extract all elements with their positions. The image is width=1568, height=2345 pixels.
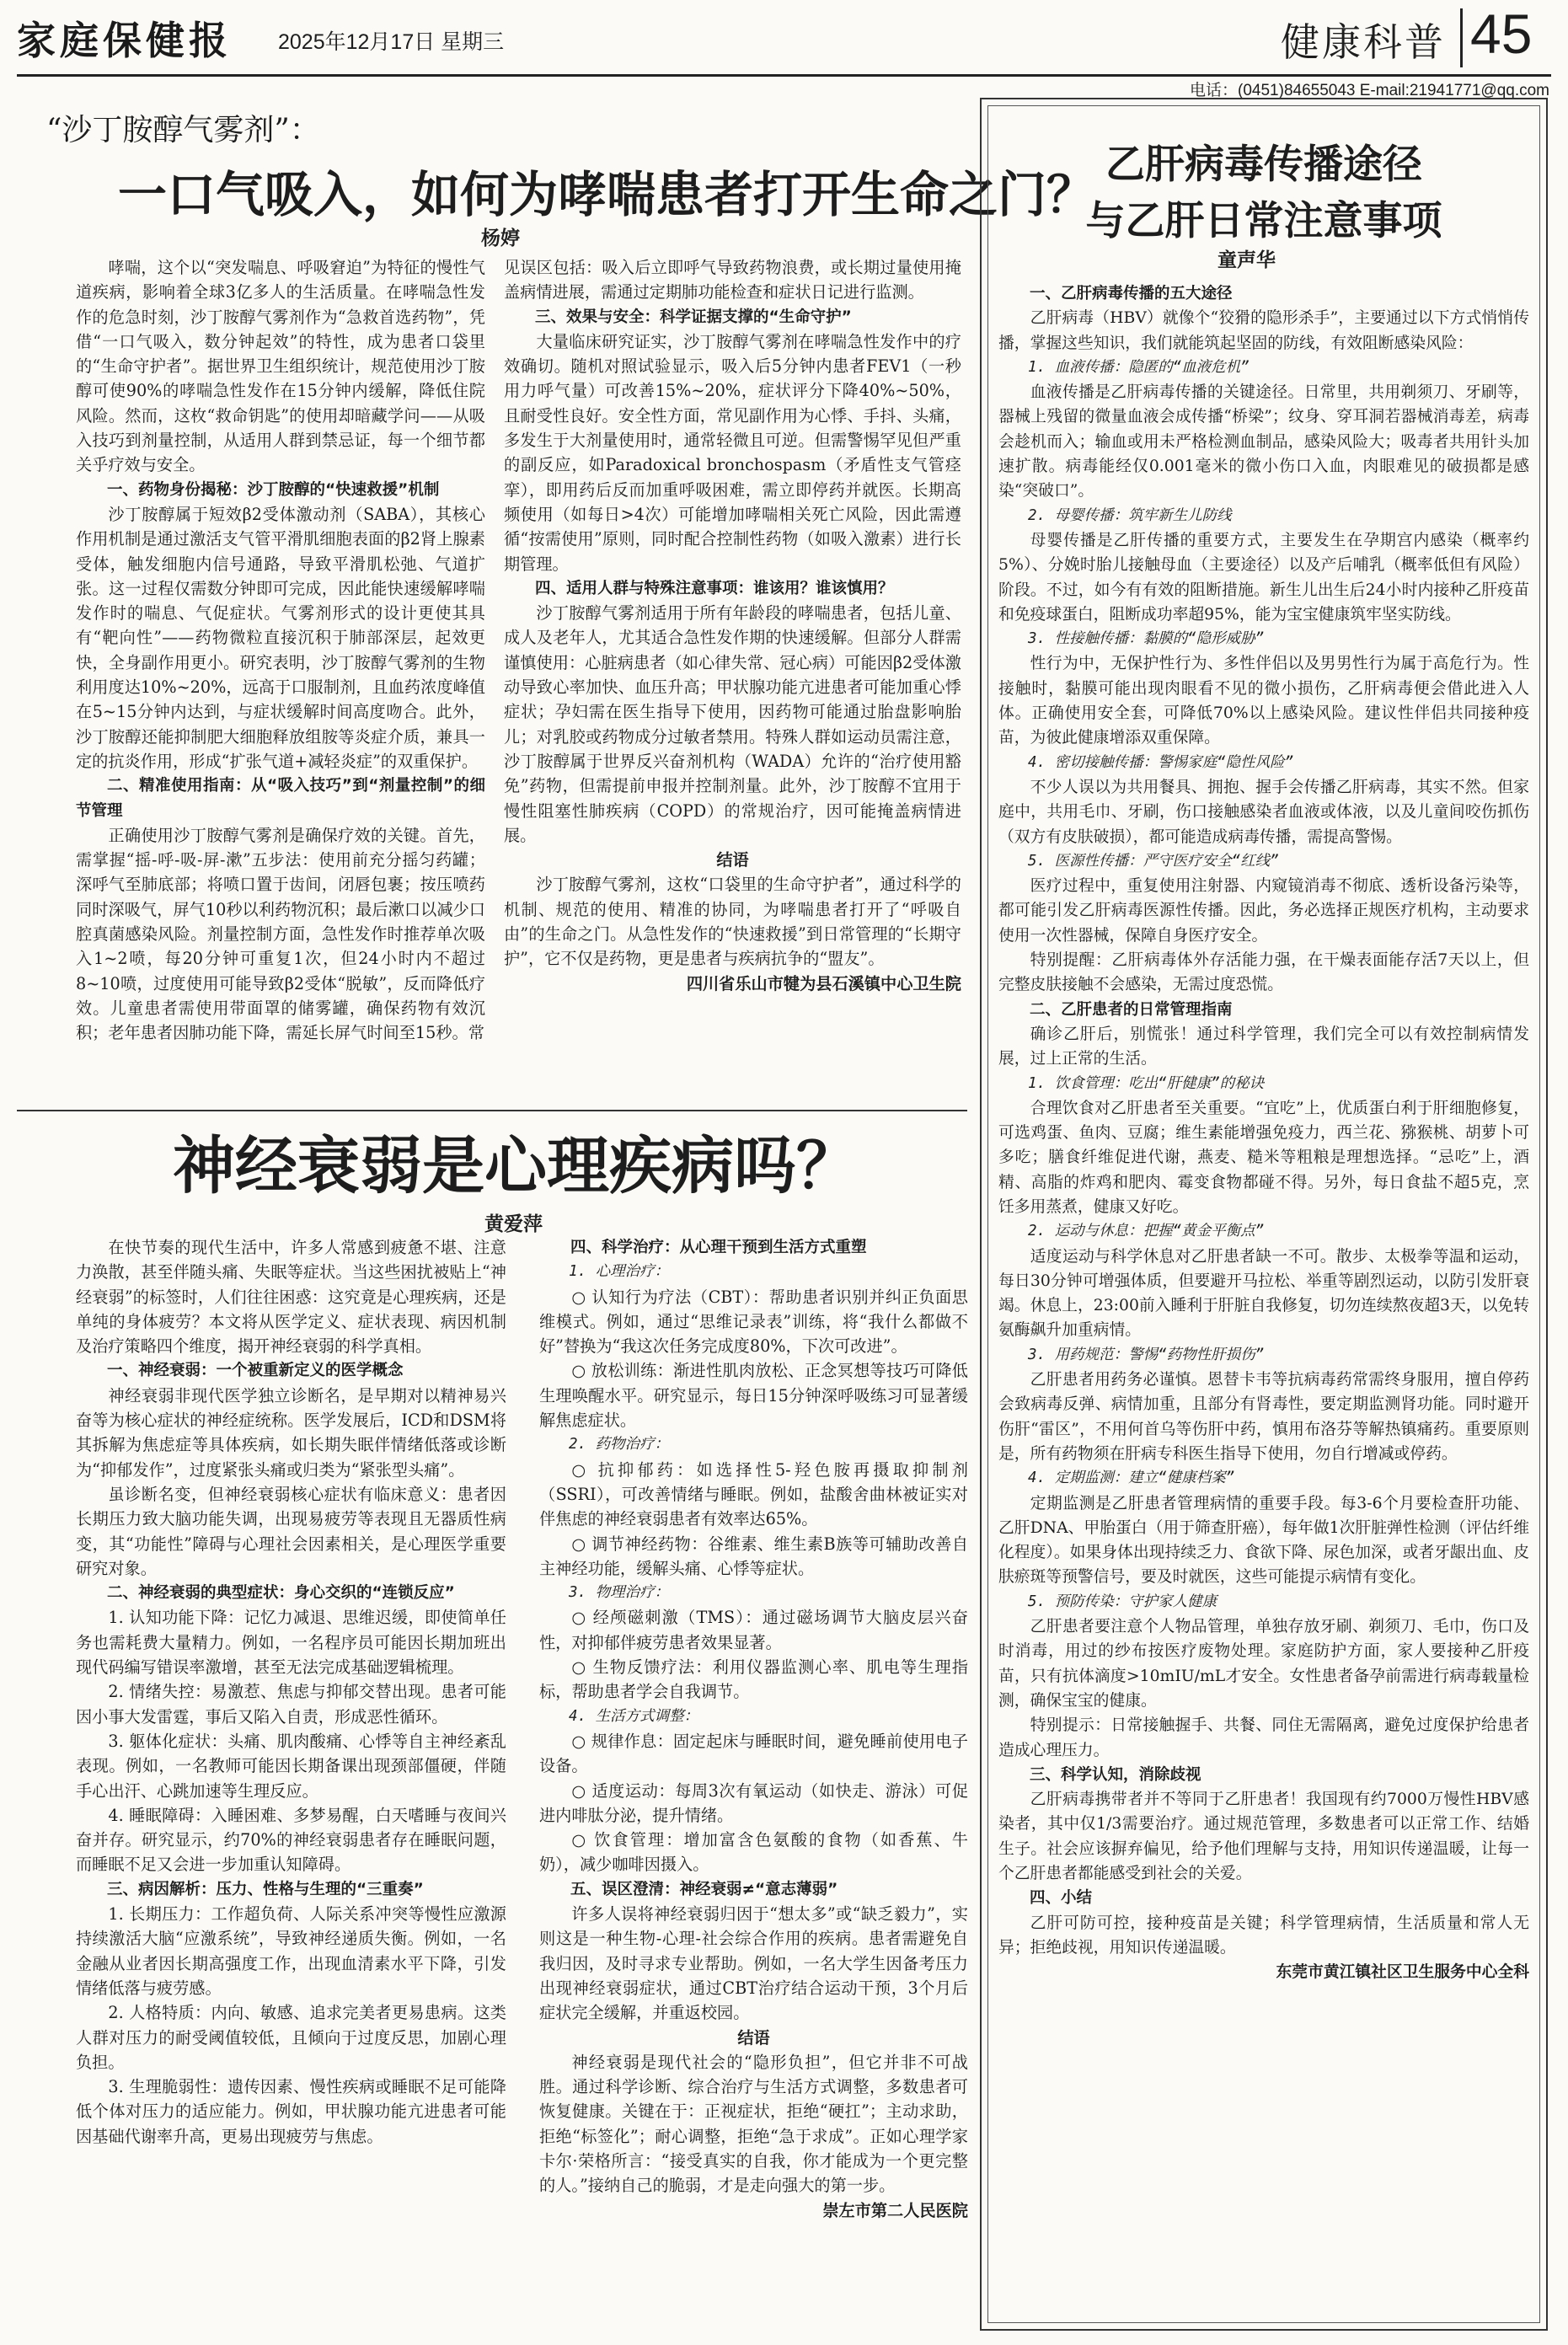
paragraph: 沙丁胺醇属于短效β2受体激动剂（SABA），其核心作用机制是通过激活支气管平滑肌细胞表面的β2肾上腺素受体，触发细胞内信号通路，导致平滑肌松弛、气道扩张。这一过程仅需数分钟即可完成，因此能快速缓解哮喘发作时的喘息、气促症状。气雾剂形式的设计更使其具有“靶向性”——药物微粒直接沉积于肺部深层，起效更快，全身副作用更小。研究表明，沙丁胺醇气雾剂的生物利用度达10%~20%，远高于口服制剂，且血药浓度峰值在5~15分钟内达到，与症状缓解时间高度吻合。此外，沙丁胺醇还能抑制肥大细胞释放组胺等炎症介质，兼具一定的抗炎作用，形成“扩张气道+减轻炎症”的双重保护。 bbox=[76, 504, 485, 771]
article1-author: 杨婷 bbox=[481, 228, 520, 249]
article3-body bbox=[998, 281, 1529, 2314]
section-heading: 二、神经衰弱的典型症状：身心交织的“连锁反应” bbox=[107, 1584, 455, 1603]
paragraph: 定期监测是乙肝患者管理病情的重要手段。每3-6个月要检查肝功能、乙肝DNA、甲胎蛋白（用于筛查肝癌），每年做1次肝脏弹性检测（评估纤维化程度）。如果身体出现持续乏力、食欲下降、尿色加深，或者牙龈出血、皮肤瘀斑等预警信号，要及时就医，这些可能提示病情有变化。 bbox=[998, 1494, 1529, 1587]
paragraph: ○ 经颅磁刺激（TMS）：通过磁场调节大脑皮层兴奋性，对抑郁伴疲劳患者效果显著。 bbox=[539, 1608, 968, 1652]
paragraph: 许多人误将神经衰弱归因于“想太多”或“缺乏毅力”，实则这是一种生物-心理-社会综合作用的疾病。患者需避免自我归因，及时寻求专业帮助。例如，一名大学生因备考压力出现神经衰弱症状，通过CBT治疗结合运动干预，3个月后症状完全缓解，并重返校园。 bbox=[539, 1904, 968, 2023]
paragraph: 3. 躯体化症状：头痛、肌肉酸痛、心悸等自主神经紊乱表现。例如，一名教师可能因长期备课出现颈部僵硬，伴随手心出汗、心跳加速等生理反应。 bbox=[76, 1731, 506, 1801]
section-heading: 五、误区澄清：神经衰弱≠“意志薄弱” bbox=[570, 1880, 838, 1898]
source-line: 崇左市第二人民医院 bbox=[822, 2200, 968, 2220]
paragraph: 合理饮食对乙肝患者至关重要。“宜吃”上，优质蛋白利于肝细胞修复，可选鸡蛋、鱼肉、豆腐；维生素能增强免疫力，西兰花、猕猴桃、胡萝卜可多吃；膳食纤维促进代谢，燕麦、糙米等粗粮是理想选择。“忌吃”上，酒精、高脂的炸鸡和肥肉、霉变食物都碰不得。另外，每日食盐不超5克，烹饪多用蒸煮，健康又好吃。 bbox=[998, 1099, 1529, 1216]
section-heading: 一、神经衰弱：一个被重新定义的医学概念 bbox=[107, 1362, 404, 1380]
article1-column-2 bbox=[504, 255, 961, 1098]
section-heading: 二、精准使用指南：从“吸入技巧”到“剂量控制”的细节管理 bbox=[76, 777, 485, 820]
subheading: 3. 物理治疗： bbox=[569, 1584, 670, 1602]
paragraph: 大量临床研究证实，沙丁胺醇气雾剂在哮喘急性发作中的疗效确切。随机对照试验显示，吸入后5分钟内患者FEV1（一秒用力呼气量）可改善15%~20%，症状评分下降40%~50%，且耐受性良好。安全性方面，常见副作用为心悸、手抖、头痛，多发生于大剂量使用时，通常轻微且可逆。但需警惕罕见但严重的副反应，如Paradoxical bronchospasm（矛盾性支气管痉挛），即用药后反而加重呼吸困难，需立即停药并就医。长期高频使用（如每日>4次）可能增加哮喘相关死亡风险，因此需遵循“按需使用”原则，同时配合控制性药物（如吸入激素）进行长期管理。 bbox=[504, 331, 961, 574]
paragraph: 虽诊断名变，但神经衰弱核心症状有临床意义：患者因长期压力致大脑功能失调，出现易疲劳等表现且无器质性病变，其“功能性”障碍与心理社会因素相关，是心理医学重要研究对象。 bbox=[76, 1484, 506, 1578]
source-line: 四川省乐山市犍为县石溪镇中心卫生院 bbox=[686, 973, 961, 993]
paragraph: 乙肝病毒（HBV）就像个“狡猾的隐形杀手”，主要通过以下方式悄悄传播，掌握这些知识，我们就能筑起坚固的防线，有效阻断感染风险： bbox=[998, 309, 1529, 352]
paragraph: 3. 生理脆弱性：遗传因素、慢性疾病或睡眠不足可能降低个体对压力的适应能力。例如，甲状腺功能亢进患者可能因基础代谢率升高，更易出现疲劳与焦虑。 bbox=[76, 2077, 506, 2146]
paragraph: 不少人误以为共用餐具、拥抱、握手会传播乙肝病毒，其实不然。但家庭中，共用毛巾、牙刷，伤口接触感染者血液或体液，以及儿童间咬伤抓伤（双方有皮肤破损），都可能造成病毒传播，需提高警惕。 bbox=[998, 778, 1529, 846]
contact-info: 电话：(0451)84655043 E-mail:21941771@qq.com bbox=[1190, 82, 1549, 99]
subheading: 3. 性接触传播：黏膜的“隐形威胁” bbox=[1028, 630, 1265, 648]
paragraph: 正确使用沙丁胺醇气雾剂是确保疗效的关键。首先，需掌握“摇-呼-吸-屏-漱”五步法：使用前充分摇匀药罐；深呼气至肺底部；将喷口置于齿间，闭唇包裹；按压喷药同时深吸气，屏气10秒以利药物沉积；最后漱口以减少口腔真菌感染风险。剂量控制方面，急性发作时推荐单次吸入1~2喷，每20分钟可重复1次，但24小时内不超过8~10喷，过度使用可能导致β2受体“脱敏”，反而降低疗效。儿童患者需使用带面罩的储雾罐，确保药物有效沉积；老年患者因肺功能下降，需延长屏气时间至15秒。常 bbox=[76, 825, 485, 1043]
paragraph: 乙肝病毒携带者并不等同于乙肝患者！我国现有约7000万慢性HBV感染者，其中仅1/3需要治疗。通过规范管理，多数患者可以正常工作、结婚生子。社会应该摒弃偏见，给予他们理解与支持，用知识传递温暖，让每一个乙肝患者都能感受到社会的关爱。 bbox=[998, 1791, 1529, 1882]
section-heading: 四、适用人群与特殊注意事项：谁该用？谁该慎用？ bbox=[535, 579, 894, 597]
section-heading: 四、小结 bbox=[1030, 1889, 1093, 1908]
conclusion-heading: 结语 bbox=[716, 850, 749, 870]
section-heading: 二、乙肝患者的日常管理指南 bbox=[1030, 1000, 1233, 1019]
paragraph: ○ 适度运动：每周3次有氧运动（如快走、游泳）可促进内啡肽分泌，提升情绪。 bbox=[539, 1780, 968, 1825]
paragraph: 确诊乙肝后，别慌张！通过科学管理，我们完全可以有效控制病情发展，过上正常的生活。 bbox=[998, 1025, 1529, 1068]
article-divider bbox=[17, 1110, 967, 1111]
paragraph: ○ 饮食管理：增加富含色氨酸的食物（如香蕉、牛奶），减少咖啡因摄入。 bbox=[539, 1830, 968, 1875]
paragraph: 沙丁胺醇气雾剂适用于所有年龄段的哮喘患者，包括儿童、成人及老年人，尤其适合急性发作期的快速缓解。但部分人群需谨慎使用：心脏病患者（如心律失常、冠心病）可能因β2受体激动导致心率加快、血压升高；甲状腺功能亢进患者可能加重心悸症状；孕妇需在医生指导下使用，因药物可能通过胎盘影响胎儿；对乳胶或药物成分过敏者禁用。特殊人群如运动员需注意，沙丁胺醇属于世界反兴奋剂机构（WADA）允许的“治疗使用豁免”药物，但需提前申报并控制剂量。此外，沙丁胺醇不宜用于慢性阻塞性肺疾病（COPD）的常规治疗，因可能掩盖病情进展。 bbox=[504, 603, 961, 845]
subheading: 2. 母婴传播：筑牢新生儿防线 bbox=[1028, 506, 1232, 524]
subheading: 1. 血液传播：隐匿的“血液危机” bbox=[1028, 358, 1250, 376]
article3-author: 童声华 bbox=[1217, 249, 1276, 271]
paragraph: ○ 认知行为疗法（CBT）：帮助患者识别并纠正负面思维模式。例如，通过“思维记录表”训练，将“我什么都做不好”替换为“我这次任务完成度80%，下次可改进”。 bbox=[539, 1287, 968, 1357]
section-heading: 三、效果与安全：科学证据支撑的“生命守护” bbox=[535, 308, 852, 326]
paragraph: 母婴传播是乙肝传播的重要方式，主要发生在孕期宫内感染（概率约5%）、分娩时胎儿接触母血（主要途径）以及产后哺乳（概率低但有风险）阶段。不过，如今有有效的阻断措施。新生儿出生后24小时内接种乙肝疫苗和免疫球蛋白，阻断成功率超95%，能为宝宝健康筑牢坚实防线。 bbox=[998, 531, 1529, 624]
subheading: 4. 定期监测：建立“健康档案” bbox=[1028, 1470, 1235, 1487]
section-heading: 一、药物身份揭秘：沙丁胺醇的“快速救援”机制 bbox=[107, 480, 440, 499]
paragraph: 乙肝患者用药务必谨慎。恩替卡韦等抗病毒药常需终身服用，擅自停药会致病毒反弹、病情加重，且部分有肾毒性，要定期监测肾功能。同时避开伤肝“雷区”，不用何首乌等伤肝中药，慎用布洛芬等解热镇痛药。重要原则是，所有药物须在肝病专科医生指导下使用，勿自行增减或停药。 bbox=[998, 1371, 1529, 1463]
paragraph: 4. 睡眠障碍：入睡困难、多梦易醒，白天嗜睡与夜间兴奋并存。研究显示，约70%的神经衰弱患者存在睡眠问题，而睡眠不足又会进一步加重认知障碍。 bbox=[76, 1805, 506, 1875]
section-heading: 三、病因解析：压力、性格与生理的“三重奏” bbox=[107, 1880, 424, 1898]
paragraph: ○ 调节神经药物：谷维素、维生素B族等可辅助改善自主神经功能，缓解头痛、心悸等症状。 bbox=[539, 1534, 968, 1578]
section-heading: 四、科学治疗：从心理干预到生活方式重塑 bbox=[570, 1239, 867, 1256]
paragraph: ○ 规律作息：固定起床与睡眠时间，避免睡前使用电子设备。 bbox=[539, 1731, 968, 1776]
subheading: 5. 医源性传播：严守医疗安全“红线” bbox=[1028, 852, 1279, 870]
page-number: 45 bbox=[1470, 3, 1533, 65]
subheading: 3. 用药规范：警惕“药物性肝损伤” bbox=[1028, 1346, 1265, 1363]
masthead-rule bbox=[17, 74, 1551, 77]
subheading: 1. 心理治疗： bbox=[569, 1263, 670, 1281]
paragraph: 沙丁胺醇气雾剂，这枚“口袋里的生命守护者”，通过科学的机制、规范的使用、精准的协同，为哮喘患者打开了“呼吸自由”的生命之门。从急性发作的“快速救援”到日常管理的“长期守护”，它不仅是药物，更是患者与疾病抗争的“盟友”。 bbox=[504, 875, 961, 969]
section-heading: 三、科学认知，消除歧视 bbox=[1030, 1765, 1201, 1784]
article1-column-1 bbox=[76, 255, 485, 1098]
paragraph: 神经衰弱是现代社会的“隐形负担”，但它并非不可战胜。通过科学诊断、综合治疗与生活方式调整，多数患者可恢复健康。关键在于：正视症状，拒绝“硬扛”；主动求助，拒绝“标签化”；耐心调整，拒绝“急于求成”。正如心理学家卡尔·荣格所言：“接受真实的自我，你才能成为一个更完整的人。”接纳自己的脆弱，才是走向强大的第一步。 bbox=[539, 2052, 968, 2196]
paper-name: 家庭保健报 bbox=[17, 18, 232, 63]
paragraph: ○ 放松训练：渐进性肌肉放松、正念冥想等技巧可降低生理唤醒水平。研究显示，每日15分钟深呼吸练习可显著缓解焦虑症状。 bbox=[539, 1361, 968, 1431]
subheading: 5. 预防传染：守护家人健康 bbox=[1028, 1593, 1217, 1610]
article3-title-line2: 与乙肝日常注意事项 bbox=[1085, 198, 1442, 244]
subheading: 4. 生活方式调整： bbox=[569, 1707, 699, 1725]
subheading: 1. 饮食管理：吃出“肝健康”的秘诀 bbox=[1028, 1074, 1265, 1092]
paragraph: 乙肝患者要注意个人物品管理，单独存放牙刷、剃须刀、毛巾，伤口及时消毒，用过的纱布按医疗废物处理。家庭防护方面，家人要接种乙肝疫苗，只有抗体滴度>10mIU/mL才安全。女性患者备孕前需进行病毒载量检测，确保宝宝的健康。 bbox=[998, 1618, 1529, 1710]
paragraph: 神经衰弱非现代医学独立诊断名，是早期对以精神易兴奋等为核心症状的神经症统称。医学发展后，ICD和DSM将其拆解为焦虑症等具体疾病，如长期失眠伴情绪低落或诊断为“抑郁发作”，过度紧张头痛或归类为“紧张型头痛”。 bbox=[76, 1385, 506, 1480]
article3-title-line1: 乙肝病毒传播途径 bbox=[1105, 142, 1422, 188]
conclusion-heading: 结语 bbox=[737, 2027, 770, 2048]
subheading: 2. 运动与休息：把握“黄金平衡点” bbox=[1028, 1223, 1265, 1240]
section-heading: 一、乙肝病毒传播的五大途径 bbox=[1030, 285, 1233, 302]
article2-author: 黄爱萍 bbox=[484, 1213, 543, 1235]
paragraph: 在快节奏的现代生活中，许多人常感到疲惫不堪、注意力涣散，甚至伴随头痛、失眠等症状。当这些困扰被贴上“神经衰弱”的标签时，人们往往困惑：这究竟是心理疾病，还是单纯的身体疲劳？本文将从医学定义、症状表现、病因机制及治疗策略四个维度，揭开神经衰弱的科学真相。 bbox=[76, 1238, 506, 1357]
paragraph: 1. 认知功能下降：记忆力减退、思维迟缓，即使简单任务也需耗费大量精力。例如，一名程序员可能因长期加班出现代码编写错误率激增，甚至无法完成基础逻辑梳理。 bbox=[76, 1608, 506, 1678]
paragraph: 性行为中，无保护性行为、多性伴侣以及男男性行为属于高危行为。性接触时，黏膜可能出现肉眼看不见的微小损伤，乙肝病毒便会借此进入人体。正确使用安全套，可降低70%以上感染风险。建议性伴侣共同接种疫苗，为彼此健康增添双重保障。 bbox=[998, 655, 1529, 747]
subheading: 2. 药物治疗： bbox=[569, 1436, 670, 1454]
article1-title: 一口气吸入，如何为哮喘患者打开生命之门？ bbox=[118, 166, 1096, 223]
source-line: 东莞市黄江镇社区卫生服务中心全科 bbox=[1276, 1963, 1529, 1982]
article2-column-1 bbox=[76, 1235, 506, 2335]
paragraph: ○ 抗抑郁药：如选择性5-羟色胺再摄取抑制剂（SSRI），可改善情绪与睡眠。例如，盐酸舍曲林被证实对伴焦虑的神经衰弱患者有效率达65%。 bbox=[539, 1459, 968, 1529]
paragraph: 哮喘，这个以“突发喘息、呼吸窘迫”为特征的慢性气道疾病，影响着全球3亿多人的生活质量。在哮喘急性发作的危急时刻，沙丁胺醇气雾剂作为“急救首选药物”，凭借“一口气吸入，数分钟起效”的特性，成为患者口袋里的“生命守护者”。据世界卫生组织统计，规范使用沙丁胺醇可使90%的哮喘急性发作在15分钟内缓解，降低住院风险。然而，这枚“救命钥匙”的使用却暗藏学问——从吸入技巧到剂量控制，从适用人群到禁忌证，每一个细节都关乎疗效与安全。 bbox=[76, 258, 485, 475]
paragraph: 2. 情绪失控：易激惹、焦虑与抑郁交替出现。患者可能因小事大发雷霆，事后又陷入自责，形成恶性循环。 bbox=[76, 1682, 506, 1727]
article2-column-2 bbox=[539, 1235, 968, 2335]
section-title: 健康科普 bbox=[1281, 19, 1446, 65]
paragraph: 2. 人格特质：内向、敏感、追求完美者更易患病。这类人群对压力的耐受阈值较低，且倾向于过度反思，加剧心理负担。 bbox=[76, 2003, 506, 2072]
paragraph: 特别提醒：乙肝病毒体外存活能力强，在干燥表面能存活7天以上，但完整皮肤接触不会感染，无需过度恐慌。 bbox=[998, 951, 1529, 994]
paragraph: 医疗过程中，重复使用注射器、内窥镜消毒不彻底、透析设备污染等，都可能引发乙肝病毒医源性传播。因此，务必选择正规医疗机构，主动要求使用一次性器械，保障自身医疗安全。 bbox=[998, 877, 1529, 945]
paragraph: 特别提示：日常接触握手、共餐、同住无需隔离，避免过度保护给患者造成心理压力。 bbox=[998, 1716, 1529, 1759]
paragraph: ○ 生物反馈疗法：利用仪器监测心率、肌电等生理指标，帮助患者学会自我调节。 bbox=[539, 1657, 968, 1702]
article1-kicker: “沙丁胺醇气雾剂”： bbox=[46, 113, 320, 147]
paragraph: 1. 长期压力：工作超负荷、人际关系冲突等慢性应激源持续激活大脑“应激系统”，导致神经递质失衡。例如，一名金融从业者因长期高强度工作，出现血清素水平下降，引发情绪低落与疲劳感。 bbox=[76, 1904, 506, 1998]
paragraph: 乙肝可防可控，接种疫苗是关键；科学管理病情，生活质量和常人无异；拒绝歧视，用知识传递温暖。 bbox=[998, 1914, 1529, 1957]
paragraph: 血液传播是乙肝病毒传播的关键途径。日常里，共用剃须刀、牙刷等，器械上残留的微量血液会成传播“桥梁”；纹身、穿耳洞若器械消毒差，病毒会趁机而入；输血或用未严格检测血制品，感染风险大；吸毒者共用针头加速扩散。病毒能经仅0.001毫米的微小伤口入血，肉眼难见的破损都是感染“突破口”。 bbox=[998, 383, 1529, 501]
article2-title: 神经衰弱是心理疾病吗？ bbox=[173, 1130, 859, 1202]
paragraph: 适度运动与科学休息对乙肝患者缺一不可。散步、太极拳等温和运动，每日30分钟可增强体质，但要避开马拉松、举重等剧烈运动，以防引发肝衰竭。休息上，23:00前入睡利于肝脏自我修复，切勿连续熬夜超3天，以免转氨酶飙升加重病情。 bbox=[998, 1247, 1529, 1340]
issue-date: 2025年12月17日 星期三 bbox=[278, 30, 505, 54]
paragraph: 见误区包括：吸入后立即呼气导致药物浪费，或长期过量使用掩盖病情进展，需通过定期肺功能检查和症状日记进行监测。 bbox=[504, 258, 961, 302]
subheading: 4. 密切接触传播：警惕家庭“隐性风险” bbox=[1028, 753, 1294, 771]
page-number-divider bbox=[1460, 8, 1463, 67]
